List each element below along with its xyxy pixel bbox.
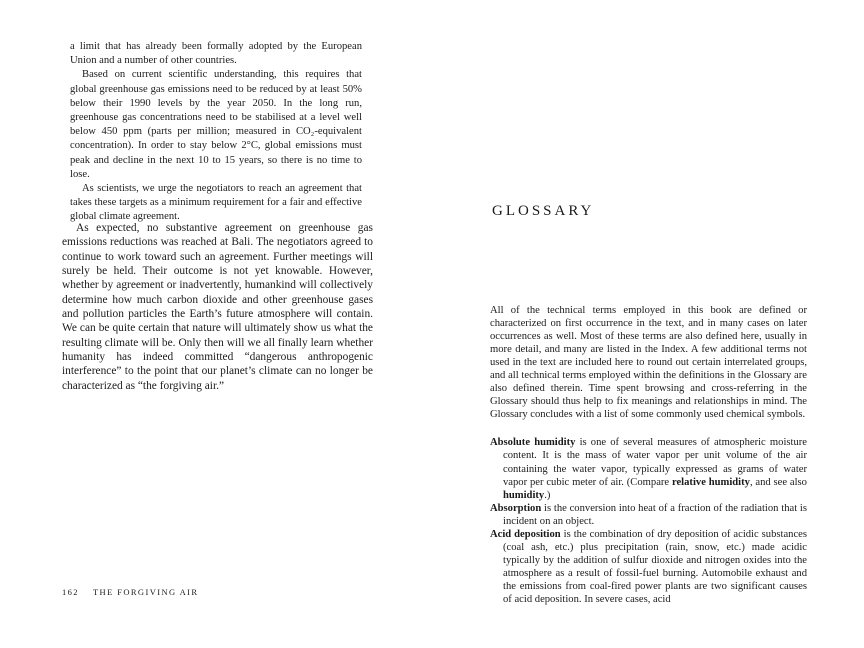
glossary-definition-text: is the conversion into heat of a fraction of the radiation that is incident on an object. (503, 502, 807, 527)
glossary-entry (490, 502, 807, 528)
glossary-definition-text: is one of several measures of atmospheric moisture content. It is the mass of water vapor per unit volume of the air containing the water vapor, typically expressed as grams of water vapor per cubic meter of air. (Compare (503, 437, 807, 488)
glossary-cross-reference: humidity (503, 489, 545, 501)
page-number: 162 (62, 587, 79, 597)
glossary-definition-text: is the combination of dry deposition of acidic substances (coal ash, etc.) plus precipitation (rain, snow, etc.) made acidic typically by the addition of sulfur dioxide and nitrogen oxides into the atmosphere as a result of fossil-fuel burning. Automobile exhaust and the emissions from coal-fired power plants are two significant causes of acid deposition. In severe cases, acid (503, 528, 807, 605)
glossary-intro: All of the technical terms employed in this book are defined or characterized on first occurrence in the text, and in many cases on later occurrences as well. Most of these terms are also defined here, usually in more detail, and many are listed in the Index. A few additional terms not used in the text are included here to round out certain interrelated groups, and all technical terms employed within the definitions in the Glossary are also defined therein. Time spent browsing and cross-referring in the Glossary should thus help to fix meanings and relationships in mind. The Glossary concludes with a list of some commonly used chemical symbols. (490, 305, 807, 421)
glossary-term: Absorption (490, 502, 542, 514)
glossary-term: Absolute humidity (490, 437, 576, 449)
glossary-content (490, 304, 807, 606)
extract-paragraph: a limit that has already been formally adopted by the European Union and a number of other countries. (70, 41, 362, 67)
body-paragraph: As expected, no substantive agreement on greenhouse gas emissions reductions was reached at Bali. The negotiators agreed to continue to work toward such an agreement. Further meetings will surely be held. Their outcome is not yet knowable. However, whether by agreement or inadvertently, humankind will collectively determine how much carbon dioxide and other greenhouse gases and pollution particles the Earth’s future atmosphere will contain. We can be quite certain that nature will ultimately show us what the resulting climate will be. Only then will we all finally learn whether humanity has indeed committed “dangerous anthropogenic interference” to the point that our planet’s climate can no longer be characterized as “the forgiving air.” (62, 222, 373, 392)
running-title: THE FORGIVING AIR (92, 587, 199, 597)
glossary-entry (490, 436, 807, 501)
glossary-term: Acid deposition (490, 528, 561, 540)
glossary-definition-text: .) (544, 489, 551, 501)
extract-paragraph: As scientists, we urge the negotiators to reach an agreement that takes these targets as a minimum requirement for a fair and effective global climate agreement. (70, 183, 362, 223)
extract-paragraph: Based on current scientific understanding, this requires that global greenhouse gas emissions need to be reduced by at least 50% below their 1990 levels by the year 2050. In the long run, greenhouse gas concentrations need to be stabilised at a level well below 450 ppm (parts per million; measured in CO₂-equivalent concentration). In order to stay below 2°C, global emissions must peak and decline in the next 10 to 15 years, so there is no time to lose. (70, 69, 362, 180)
glossary-entry (490, 528, 807, 606)
block-quote (70, 40, 362, 225)
glossary-definition-text: , and see also (749, 476, 807, 488)
chapter-heading: GLOSSARY (492, 203, 595, 219)
page-footer (62, 587, 198, 597)
glossary-cross-reference: relative humidity (671, 476, 750, 488)
glossary-entries (490, 436, 807, 606)
